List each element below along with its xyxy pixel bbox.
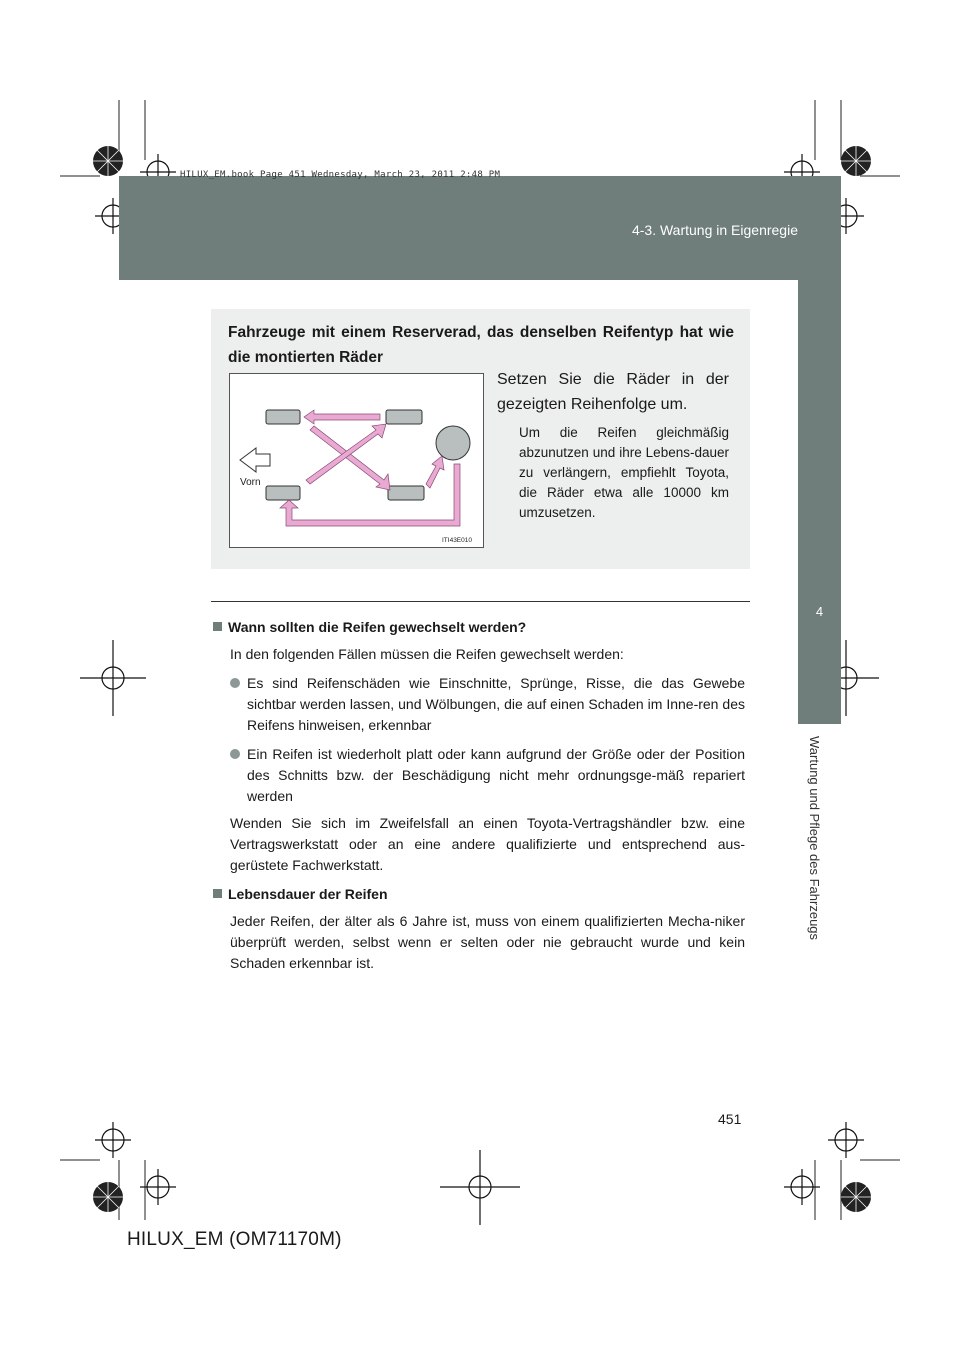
front-arrow-icon xyxy=(240,448,270,472)
section-heading-text: Lebensdauer der Reifen xyxy=(228,886,388,902)
front-label: Vorn xyxy=(240,477,261,488)
info-box-lead: Setzen Sie die Räder in der gezeigten Reihenfolge um. xyxy=(497,371,729,413)
section-divider xyxy=(211,601,750,602)
main-content xyxy=(213,617,745,974)
rotation-arrows xyxy=(280,410,460,526)
page-number: 451 xyxy=(718,1111,742,1127)
list-item xyxy=(213,673,745,736)
book-info-line: HILUX_EM.book Page 451 Wednesday, March 23, 2011 2:48 PM xyxy=(180,170,501,180)
tire-front-right xyxy=(266,486,300,500)
square-bullet-icon xyxy=(213,622,222,631)
tire-front-left xyxy=(266,410,300,424)
info-box-note: Um die Reifen gleichmäßig abzunutzen und ihre Lebens-dauer zu verlängern, empfiehlt Toyota, die Räder etwa alle 10000 km umzusetzen. xyxy=(519,425,729,520)
image-code: ITI43E010 xyxy=(442,537,472,544)
header-section-title: 4-3. Wartung in Eigenregie xyxy=(631,222,798,238)
section-intro: In den folgenden Fällen müssen die Reifen gewechselt werden: xyxy=(230,646,624,662)
section-heading-tire-lifespan xyxy=(213,884,745,905)
chapter-number: 4 xyxy=(815,604,824,619)
chapter-side-tab xyxy=(798,176,841,724)
info-box-title: Fahrzeuge mit einem Reserverad, das denselben Reifentyp hat wie die montierten Räder xyxy=(228,324,734,366)
section-lifespan-text: Jeder Reifen, der älter als 6 Jahre ist, muss von einem qualifizierten Mecha-niker überprüft werden, selbst wenn er selten oder nie gebraucht wurde und kein Schaden erkennbar ist. xyxy=(230,913,745,971)
circle-bullet-icon xyxy=(230,678,240,688)
tire-rear-left xyxy=(386,410,422,424)
section-heading-tire-replacement xyxy=(213,617,745,638)
spare-tire xyxy=(436,426,470,460)
list-item-text: Es sind Reifenschäden wie Einschnitte, Sprünge, Risse, die das Gewebe sichtbar werden lassen, und Wölbungen, die auf einen Schaden im Inne-ren des Reifens hinweisen, erkennbar xyxy=(247,675,745,733)
section-heading-text: Wann sollten die Reifen gewechselt werden? xyxy=(228,619,527,635)
square-bullet-icon xyxy=(213,889,222,898)
section-outro: Wenden Sie sich im Zweifelsfall an einen Toyota-Vertragshändler bzw. eine Vertragswerkstatt oder an eine andere qualifizierte und entsprechend aus-gerüstete Fachwerkstatt. xyxy=(230,815,745,873)
list-item xyxy=(213,744,745,807)
footer-model-code: HILUX_EM (OM71170M) xyxy=(127,1229,342,1250)
chapter-title: Wartung und Pflege des Fahrzeugs xyxy=(807,736,822,941)
tire-rotation-diagram xyxy=(229,373,484,548)
tire-rear-right xyxy=(388,486,424,500)
rotation-diagram-svg xyxy=(230,374,483,547)
circle-bullet-icon xyxy=(230,749,240,759)
list-item-text: Ein Reifen ist wiederholt platt oder kann aufgrund der Größe oder der Position des Schnitts bzw. der Beschädigung nicht mehr ordnungsge-mäß repariert werden xyxy=(247,746,745,804)
